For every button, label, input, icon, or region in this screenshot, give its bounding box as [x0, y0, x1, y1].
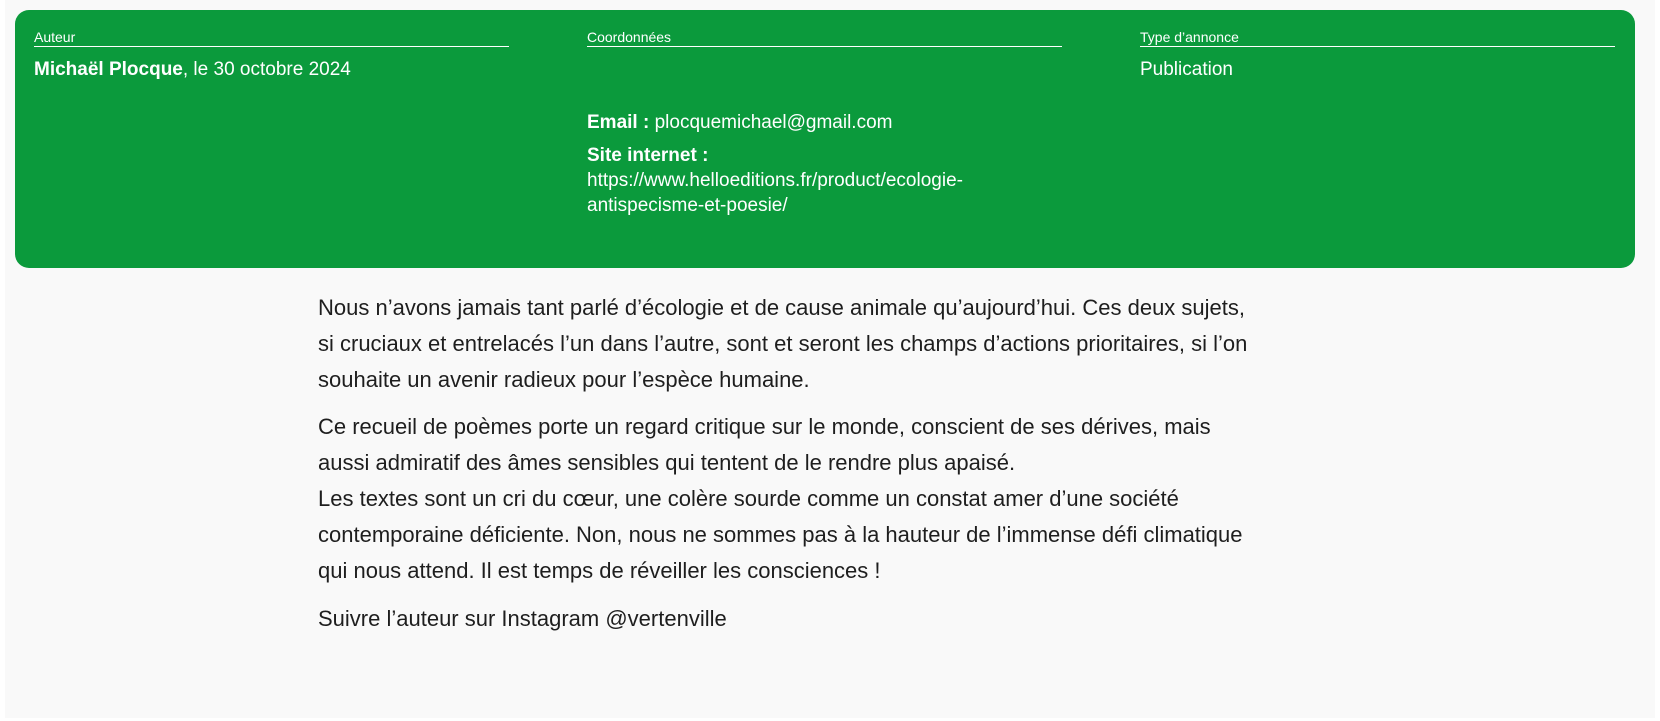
author-name: Michaël Plocque [34, 59, 183, 80]
paragraph-2-line: aussi admiratif des âmes sensibles qui tentent de le rendre plus apaisé. [318, 450, 1016, 475]
author-heading: Auteur [34, 28, 509, 47]
listing-type-heading: Type d’annonce [1140, 28, 1615, 47]
listing-type-value: Publication [1140, 59, 1233, 80]
website-link[interactable] [587, 168, 1017, 218]
announcement-description [318, 290, 1338, 648]
contact-details [587, 110, 1027, 226]
author-line [34, 58, 509, 82]
email-row [587, 110, 1027, 135]
instagram-paragraph: Suivre l’auteur sur Instagram @vertenville [318, 606, 727, 631]
website-link-line-2[interactable]: antispecisme-et-poesie/ [587, 195, 788, 216]
paragraph-2-line: qui nous attend. Il est temps de réveiller les consciences ! [318, 558, 881, 583]
announcement-info-panel [15, 10, 1635, 268]
publication-date: , le 30 octobre 2024 [182, 59, 351, 80]
website-link-line-1[interactable]: https://www.helloeditions.fr/product/ecologie- [587, 170, 963, 191]
paragraph-2-line: contemporaine déficiente. Non, nous ne sommes pas à la hauteur de l’immense défi climatique [318, 522, 1243, 547]
website-label: Site internet : [587, 145, 709, 166]
paragraph-1 [318, 290, 1338, 398]
paragraph-1-line: si cruciaux et entrelacés l’un dans l’autre, sont et seront les champs d’actions prioritaires, si l’on [318, 331, 1248, 356]
paragraph-2-line: Les textes sont un cri du cœur, une colère sourde comme un constat amer d’une société [318, 486, 1179, 511]
email-label: Email : [587, 112, 650, 133]
page [5, 0, 1655, 718]
website-row [587, 143, 1027, 218]
paragraph-2 [318, 409, 1338, 589]
paragraph-1-line: souhaite un avenir radieux pour l’espèce humaine. [318, 367, 810, 392]
listing-type-column [1140, 28, 1615, 82]
email-link[interactable]: plocquemichael@gmail.com [654, 112, 893, 133]
paragraph-2-line: Ce recueil de poèmes porte un regard critique sur le monde, conscient de ses dérives, mais [318, 414, 1211, 439]
contact-column [587, 28, 1062, 47]
contact-heading: Coordonnées [587, 28, 1062, 47]
author-column [34, 28, 509, 82]
paragraph-1-line: Nous n’avons jamais tant parlé d’écologie et de cause animale qu’aujourd’hui. Ces deux sujets, [318, 295, 1245, 320]
